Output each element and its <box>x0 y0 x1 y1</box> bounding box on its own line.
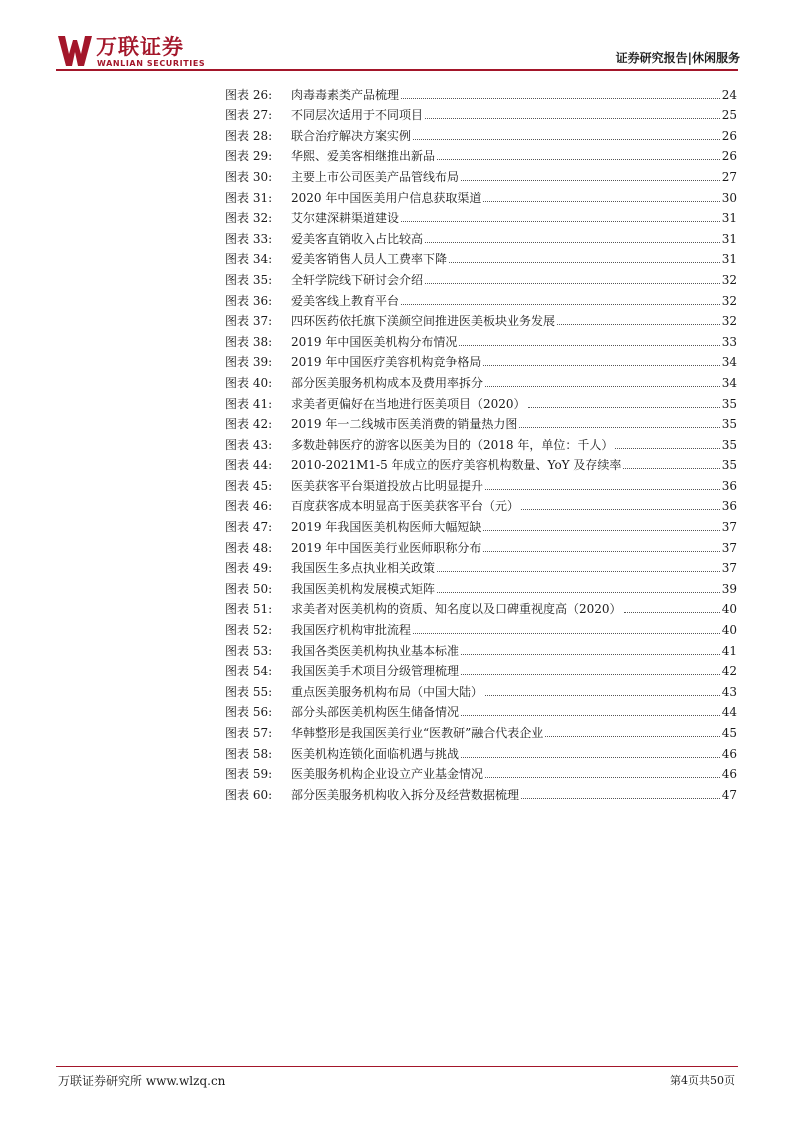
toc-entry-label: 图表 28: <box>225 128 273 143</box>
toc-entry-title: 不同层次适用于不同项目 <box>291 108 424 123</box>
toc-entry-label: 图表 36: <box>225 293 273 308</box>
toc-entry-label: 图表 42: <box>225 417 273 432</box>
toc-entry-page: 30 <box>721 190 737 205</box>
toc-entry-page: 47 <box>721 787 737 802</box>
toc-entry-page: 35 <box>721 396 737 411</box>
toc-entry[interactable] <box>225 637 737 658</box>
toc-entry-label: 图表 60: <box>225 787 273 802</box>
toc-entry[interactable] <box>225 143 737 164</box>
toc-entry-page: 41 <box>721 643 737 658</box>
toc-leader-dots <box>425 242 720 243</box>
toc-entry[interactable] <box>225 328 737 349</box>
toc-entry-label: 图表 45: <box>225 478 273 493</box>
toc-entry[interactable] <box>225 513 737 534</box>
toc-entry-title: 2019 年中国医美行业医师职称分布 <box>291 540 482 555</box>
toc-entry-title: 华韩整形是我国医美行业“医教研”融合代表企业 <box>291 726 544 740</box>
toc-entry[interactable] <box>225 349 737 370</box>
toc-leader-dots <box>528 407 720 408</box>
report-type: 证券研究报告|休闲服务 <box>615 51 740 65</box>
toc-entry-title: 2020 年中国医美用户信息获取渠道 <box>291 190 482 205</box>
toc-leader-dots <box>413 633 720 634</box>
toc-entry[interactable] <box>225 781 737 802</box>
toc-entry-title: 爱美客销售人员人工费率下降 <box>291 252 448 267</box>
toc-entry-title: 爱美客直销收入占比较高 <box>291 231 424 246</box>
toc-entry-page: 32 <box>721 314 737 329</box>
toc-leader-dots <box>401 98 720 99</box>
wanlian-logo-icon <box>58 36 92 66</box>
toc-leader-dots <box>461 654 720 655</box>
toc-entry-title: 我国医美手术项目分级管理梳理 <box>291 664 460 679</box>
toc-leader-dots <box>615 448 719 449</box>
toc-entry-page: 35 <box>721 417 737 432</box>
toc-leader-dots <box>461 757 720 758</box>
toc-leader-dots <box>459 345 719 346</box>
toc-entry[interactable] <box>225 431 737 452</box>
toc-entry-page: 46 <box>721 767 737 782</box>
toc-leader-dots <box>401 304 720 305</box>
toc-entry[interactable] <box>225 555 737 576</box>
toc-entry-page: 40 <box>721 602 737 617</box>
toc-entry-title: 我国医生多点执业相关政策 <box>291 561 436 576</box>
toc-entry-page: 35 <box>721 458 737 473</box>
toc-entry-label: 图表 59: <box>225 767 273 782</box>
toc-entry[interactable] <box>225 596 737 617</box>
toc-entry[interactable] <box>225 493 737 514</box>
toc-entry-label: 图表 54: <box>225 664 273 679</box>
toc-leader-dots <box>485 489 720 490</box>
toc-entry-label: 图表 40: <box>225 375 273 390</box>
toc-entry-label: 图表 46: <box>225 499 273 514</box>
toc-leader-dots <box>485 695 720 696</box>
toc-entry-page: 36 <box>721 499 737 514</box>
toc-leader-dots <box>461 715 720 716</box>
toc-leader-dots <box>521 509 720 510</box>
toc-leader-dots <box>413 139 720 140</box>
figure-index-list <box>225 81 737 802</box>
toc-entry-label: 图表 57: <box>225 726 273 740</box>
toc-leader-dots <box>461 180 720 181</box>
toc-entry-page: 37 <box>721 520 737 535</box>
toc-leader-dots <box>425 118 720 119</box>
toc-entry-title: 我国医美机构发展模式矩阵 <box>291 581 436 596</box>
toc-entry-page: 40 <box>721 623 737 638</box>
toc-leader-dots <box>437 159 720 160</box>
toc-entry-title: 四环医药依托旗下渼颜空间推进医美板块业务发展 <box>291 314 556 329</box>
toc-entry-page: 37 <box>721 561 737 576</box>
toc-entry-title: 联合治疗解决方案实例 <box>291 128 412 143</box>
toc-entry-label: 图表 26: <box>225 87 273 102</box>
toc-entry-page: 37 <box>721 540 737 555</box>
toc-leader-dots <box>557 324 720 325</box>
toc-entry-label: 图表 44: <box>225 458 273 473</box>
toc-entry-page: 24 <box>721 87 737 102</box>
toc-entry[interactable] <box>225 163 737 184</box>
toc-entry-page: 34 <box>721 375 737 390</box>
toc-entry-label: 图表 48: <box>225 540 273 555</box>
toc-leader-dots <box>437 592 720 593</box>
toc-entry[interactable] <box>225 472 737 493</box>
footer-divider <box>56 1066 738 1067</box>
toc-entry-title: 华熙、爱美客相继推出新品 <box>291 149 436 164</box>
toc-entry-label: 图表 41: <box>225 396 273 411</box>
toc-entry[interactable] <box>225 452 737 473</box>
toc-entry-label: 图表 43: <box>225 437 273 452</box>
toc-entry-label: 图表 52: <box>225 623 273 638</box>
toc-entry[interactable] <box>225 369 737 390</box>
toc-entry-label: 图表 53: <box>225 643 273 658</box>
toc-entry-label: 图表 29: <box>225 149 273 164</box>
toc-entry-label: 图表 32: <box>225 211 273 226</box>
toc-leader-dots <box>521 798 720 799</box>
toc-entry-label: 图表 55: <box>225 684 273 699</box>
toc-entry[interactable] <box>225 616 737 637</box>
toc-entry-page: 25 <box>721 108 737 123</box>
toc-entry-title: 多数赴韩医疗的游客以医美为目的（2018 年，单位：千人） <box>291 437 614 452</box>
footer-source: 万联证券研究所 www.wlzq.cn <box>58 1074 226 1088</box>
toc-entry[interactable] <box>225 184 737 205</box>
toc-entry-page: 31 <box>721 252 737 267</box>
logo-chinese: 万联证券 <box>96 35 184 59</box>
header-divider <box>56 69 738 71</box>
toc-leader-dots <box>449 262 720 263</box>
toc-entry-title: 全轩学院线下研讨会介绍 <box>291 272 424 287</box>
toc-leader-dots <box>545 736 719 737</box>
toc-entry[interactable] <box>225 678 737 699</box>
toc-entry-title: 医美机构连锁化面临机遇与挑战 <box>291 746 460 761</box>
toc-entry[interactable] <box>225 719 737 740</box>
toc-entry-title: 2019 年中国医疗美容机构竞争格局 <box>291 355 482 370</box>
toc-entry[interactable] <box>225 534 737 555</box>
toc-entry-page: 31 <box>721 211 737 226</box>
toc-leader-dots <box>485 777 720 778</box>
toc-entry-page: 31 <box>721 231 737 246</box>
toc-entry-title: 百度获客成本明显高于医美获客平台（元） <box>291 499 520 514</box>
toc-entry-page: 36 <box>721 478 737 493</box>
toc-entry-label: 图表 51: <box>225 602 273 617</box>
toc-entry-page: 26 <box>721 149 737 164</box>
logo-english: WANLIAN SECURITIES <box>97 59 206 68</box>
toc-entry-title: 2019 年我国医美机构医师大幅短缺 <box>291 520 482 535</box>
toc-entry-page: 32 <box>721 272 737 287</box>
toc-entry-title: 我国各类医美机构执业基本标准 <box>291 643 460 658</box>
toc-leader-dots <box>485 386 720 387</box>
toc-entry-title: 爱美客线上教育平台 <box>291 293 400 308</box>
toc-entry-page: 45 <box>721 726 737 740</box>
toc-entry[interactable] <box>225 740 737 761</box>
toc-entry[interactable] <box>225 390 737 411</box>
toc-entry-page: 39 <box>721 581 737 596</box>
toc-entry-label: 图表 47: <box>225 520 273 535</box>
toc-entry-title: 肉毒毒素类产品梳理 <box>291 87 400 102</box>
toc-entry-title: 2019 年一二线城市医美消费的销量热力图 <box>291 417 518 432</box>
toc-entry[interactable] <box>225 699 737 720</box>
toc-leader-dots <box>623 468 719 469</box>
toc-entry-page: 26 <box>721 128 737 143</box>
toc-entry-title: 医美服务机构企业设立产业基金情况 <box>291 767 484 782</box>
page-number: 第4页共50页 <box>670 1074 735 1087</box>
toc-entry[interactable] <box>225 575 737 596</box>
toc-entry[interactable] <box>225 246 737 267</box>
toc-entry-label: 图表 31: <box>225 190 273 205</box>
toc-leader-dots <box>401 221 720 222</box>
toc-entry-label: 图表 27: <box>225 108 273 123</box>
toc-entry-title: 艾尔建深耕渠道建设 <box>291 211 400 226</box>
toc-entry-title: 求美者对医美机构的资质、知名度以及口碑重视度高（2020） <box>291 602 622 617</box>
toc-entry[interactable] <box>225 761 737 782</box>
toc-leader-dots <box>483 551 719 552</box>
toc-entry-page: 44 <box>721 705 737 720</box>
toc-entry-page: 46 <box>721 746 737 761</box>
toc-entry-title: 求美者更偏好在当地进行医美项目（2020） <box>291 396 526 411</box>
toc-entry[interactable] <box>225 658 737 679</box>
toc-entry-label: 图表 30: <box>225 169 273 184</box>
toc-entry-page: 32 <box>721 293 737 308</box>
toc-entry-title: 医美获客平台渠道投放占比明显提升 <box>291 478 484 493</box>
toc-entry[interactable] <box>225 411 737 432</box>
toc-entry[interactable] <box>225 205 737 226</box>
toc-entry-title: 主要上市公司医美产品管线布局 <box>291 169 460 184</box>
toc-leader-dots <box>437 571 720 572</box>
toc-entry-label: 图表 37: <box>225 314 273 329</box>
toc-entry-title: 2010-2021M1-5 年成立的医疗美容机构数量、YoY 及存续率 <box>291 458 622 473</box>
toc-entry-title: 部分头部医美机构医生储备情况 <box>291 705 460 720</box>
toc-entry-title: 2019 年中国医美机构分布情况 <box>291 334 458 349</box>
toc-entry-page: 35 <box>721 437 737 452</box>
toc-entry-label: 图表 58: <box>225 746 273 761</box>
toc-entry[interactable] <box>225 102 737 123</box>
toc-entry-label: 图表 56: <box>225 705 273 720</box>
toc-entry-label: 图表 34: <box>225 252 273 267</box>
toc-entry-label: 图表 35: <box>225 272 273 287</box>
toc-leader-dots <box>425 283 720 284</box>
toc-entry[interactable] <box>225 266 737 287</box>
toc-leader-dots <box>519 427 719 428</box>
page-header <box>0 0 793 72</box>
toc-entry-title: 我国医疗机构审批流程 <box>291 623 412 638</box>
toc-entry-page: 27 <box>721 169 737 184</box>
toc-entry-page: 33 <box>721 334 737 349</box>
toc-leader-dots <box>483 530 719 531</box>
toc-entry[interactable] <box>225 287 737 308</box>
toc-entry-label: 图表 39: <box>225 355 273 370</box>
toc-entry[interactable] <box>225 122 737 143</box>
toc-entry-page: 34 <box>721 355 737 370</box>
toc-entry-title: 重点医美服务机构布局（中国大陆） <box>291 684 484 699</box>
toc-leader-dots <box>483 365 719 366</box>
toc-entry[interactable] <box>225 308 737 329</box>
toc-leader-dots <box>483 201 719 202</box>
toc-leader-dots <box>461 674 720 675</box>
toc-entry-page: 43 <box>721 684 737 699</box>
toc-entry-label: 图表 49: <box>225 561 273 576</box>
toc-entry-label: 图表 50: <box>225 581 273 596</box>
toc-entry[interactable] <box>225 225 737 246</box>
toc-entry-page: 42 <box>721 664 737 679</box>
toc-entry[interactable] <box>225 81 737 102</box>
toc-entry-label: 图表 33: <box>225 231 273 246</box>
toc-entry-title: 部分医美服务机构成本及费用率拆分 <box>291 375 484 390</box>
toc-entry-title: 部分医美服务机构收入拆分及经营数据梳理 <box>291 787 520 802</box>
toc-entry-label: 图表 38: <box>225 334 273 349</box>
toc-leader-dots <box>624 612 720 613</box>
